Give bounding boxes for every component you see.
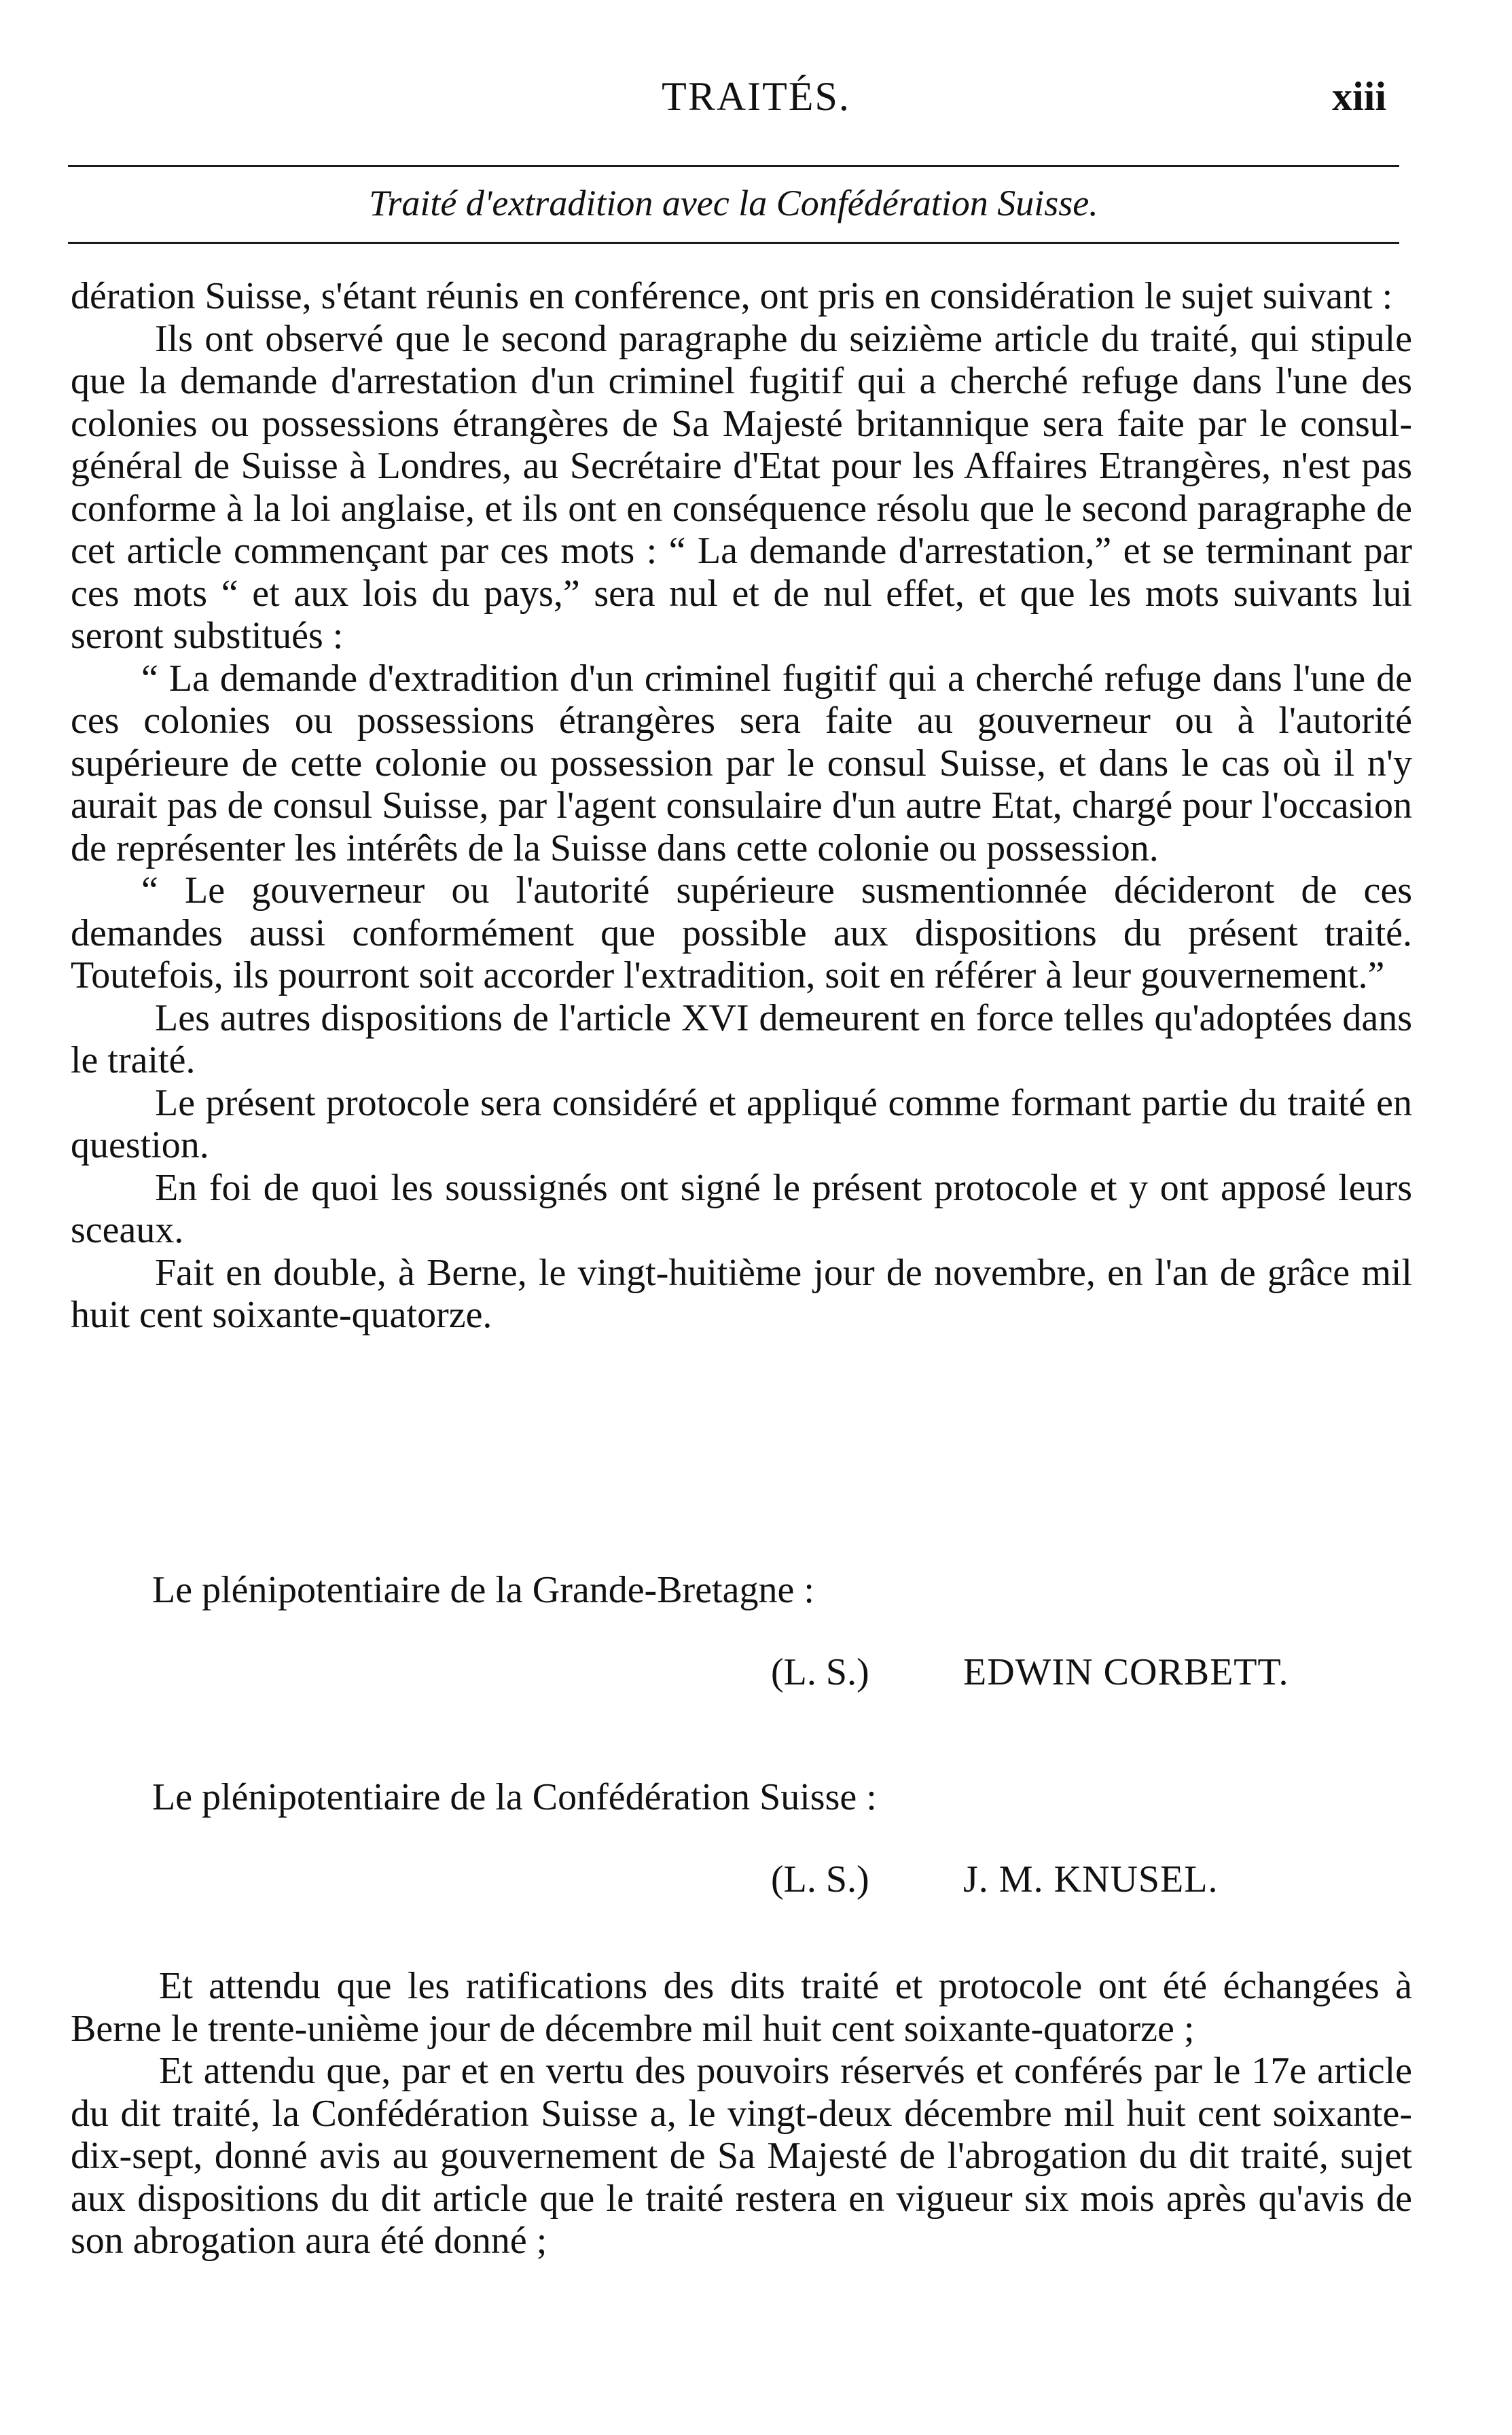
paragraph: “ La demande d'extradition d'un criminel fugitif qui a cherché refuge dans l'une de ces colonies ou possessions étrangères sera faite au gouverneur ou à l'autorité supérieure de cette colonie ou possession par le consul Suisse, et dans le cas où il n'y aurait pas de consul Suisse, par l'agent consulaire d'un autre Etat, chargé pour l'occasion de représenter les intérêts de la Suisse dans cette colonie ou possession. [71, 657, 1412, 869]
paragraph: Les autres dispositions de l'article XVI demeurent en force telles qu'adoptées dans le traité. [71, 996, 1412, 1081]
paragraph: Ils ont observé que le second paragraphe du seizième article du traité, qui stipule que la demande d'arrestation d'un criminel fugitif qui a cherché refuge dans l'une des colonies ou possessions étrangères de Sa Majesté britannique sera faite par le consul-général de Suisse à Londres, au Secrétaire d'Etat pour les Affaires Etrangères, n'est pas conforme à la loi anglaise, et ils ont en conséquence résolu que le second paragraphe de cet article commençant par ces mots : “ La demande d'arrestation,” et se terminant par ces mots “ et aux lois du pays,” sera nul et de nul effet, et que les mots suivants lui seront substitués : [71, 317, 1412, 657]
paragraph: Fait en double, à Berne, le vingt-huitième jour de novembre, en l'an de grâce mil huit cent soixante-quatorze. [71, 1251, 1412, 1336]
paragraph: Et attendu que les ratifications des dits traité et protocole ont été échangées à Berne le trente-unième jour de décembre mil huit cent soixante-quatorze ; [71, 1965, 1412, 2050]
signatory-label-switzerland: Le plénipotentiaire de la Confédération Suisse : [152, 1776, 877, 1818]
paragraph: “ Le gouverneur ou l'autorité supérieure susmentionnée décideront de ces demandes aussi conformément que possible aux dispositions du présent traité. Toutefois, ils pourront soit accorder l'extradition, soit en référer à leur gouvernement.” [71, 869, 1412, 996]
signatory-label-britain: Le plénipotentiaire de la Grande-Bretagne : [152, 1569, 814, 1611]
page-number: xiii [1331, 74, 1386, 119]
signatory-name-switzerland: J. M. KNUSEL. [963, 1858, 1219, 1900]
paragraph: dération Suisse, s'étant réunis en conférence, ont pris en considération le sujet suivant : [71, 275, 1393, 317]
body-text [71, 275, 1412, 1337]
paragraph: Et attendu que, par et en vertu des pouvoirs réservés et conférés par le 17e article du dit traité, la Confédération Suisse a, le vingt-deux décembre mil huit cent soixante-dix-sept, donné avis au gouvernement de Sa Majesté de l'abrogation du dit traité, sujet aux dispositions du dit article que le traité restera en vigueur six mois après qu'avis de son abrogation aura été donné ; [71, 2050, 1412, 2262]
signatory-name-britain: EDWIN CORBETT. [963, 1651, 1289, 1693]
paragraph: En foi de quoi les soussignés ont signé le présent protocole et y ont apposé leurs sceaux. [71, 1166, 1412, 1251]
header-rule-bottom [68, 242, 1399, 244]
paragraph: Le présent protocole sera considéré et appliqué comme formant partie du traité en question. [71, 1081, 1412, 1166]
seal-mark-switzerland: (L. S.) [771, 1858, 869, 1900]
header-rule-top [68, 165, 1399, 167]
running-header [0, 73, 1512, 134]
section-subtitle: Traité d'extradition avec la Confédération Suisse. [369, 183, 1098, 223]
closing-text [71, 1965, 1412, 2262]
seal-mark-britain: (L. S.) [771, 1651, 869, 1693]
running-title: TRAITÉS. [662, 74, 850, 119]
